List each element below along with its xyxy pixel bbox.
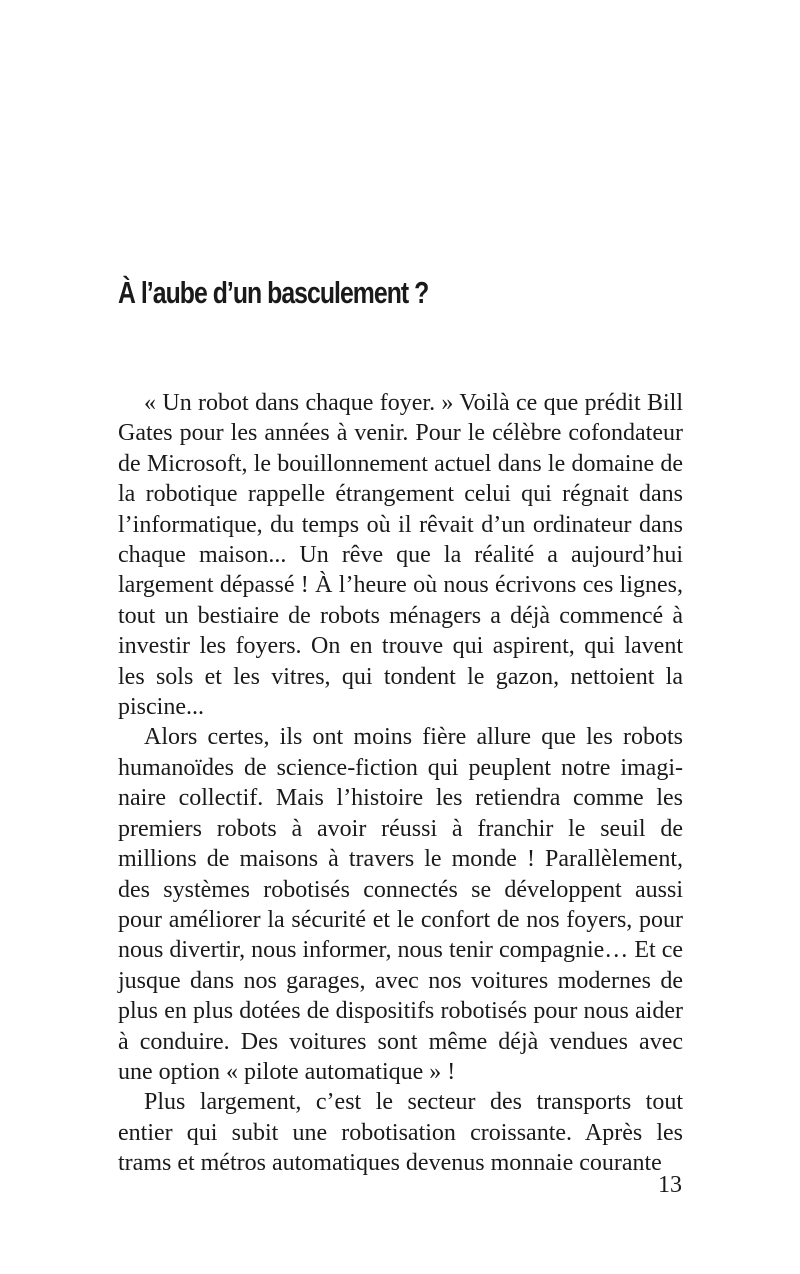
chapter-title: À l’aube d’un basculement ? bbox=[118, 275, 429, 310]
paragraph-3: Plus largement, c’est le secteur des transports tout entier qui subit une robotisation croissante. Après les trams et métros automatiques devenus monnaie courante bbox=[118, 1089, 683, 1177]
page-number: 13 bbox=[658, 1172, 682, 1198]
body-text bbox=[118, 388, 683, 1179]
paragraph-1: « Un robot dans chaque foyer. » Voilà ce que prédit Bill Gates pour les années à venir. Pour le célèbre cofondateur de Microsoft, le bouillonnement actuel dans le domaine de la robotique rappelle étrangement celui qui régnait dans l’informatique, du temps où il rêvait d’un ordinateur dans chaque maison... Un rêve que la réalité a aujourd’hui largement dépassé ! À l’heure où nous écrivons ces lignes, tout un bestiaire de robots ménagers a déjà commencé à investir les foyers. On en trouve qui aspirent, qui lavent les sols et les vitres, qui tondent le gazon, nettoient la piscine... bbox=[118, 390, 683, 721]
paragraph-2: Alors certes, ils ont moins fière allure que les robots humanoïdes de science-fiction qui peuplent notre imaginaire collectif. Mais l’histoire les retiendra comme les premiers robots à avoir réussi à franchir le seuil de millions de maisons à travers le monde ! Parallèlement, des systèmes robotisés connectés se développent aussi pour améliorer la sécurité et le confort de nos foyers, pour nous divertir, nous informer, nous tenir compagnie… Et ce jusque dans nos garages, avec nos voitures modernes de plus en plus dotées de dispositifs robotisés pour nous aider à conduire. Des voitures sont même déjà vendues avec une option « pilote automatique » ! bbox=[118, 724, 683, 1085]
